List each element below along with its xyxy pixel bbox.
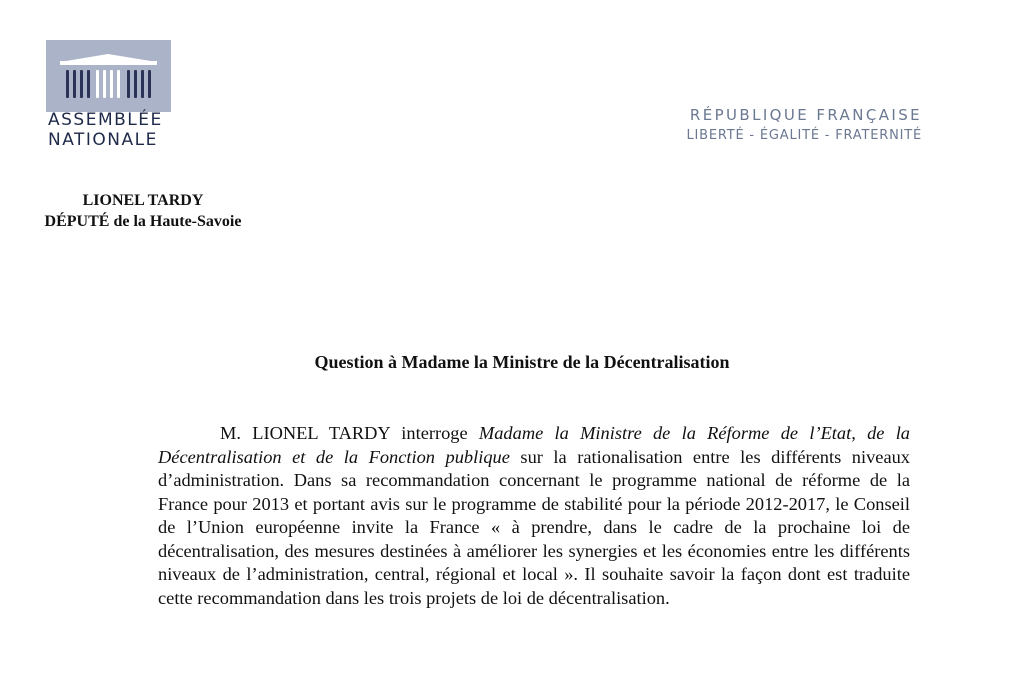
republique-title: RÉPUBLIQUE FRANÇAISE [689, 106, 922, 124]
logo-line-2: NATIONALE [48, 130, 158, 150]
logo-line-1: ASSEMBLÉE [48, 110, 163, 130]
assemblee-nationale-building-icon [46, 40, 171, 112]
republique-francaise-header [686, 104, 922, 146]
author-block [28, 190, 258, 232]
author-name: LIONEL TARDY [82, 192, 204, 209]
question-text-part1: M. LIONEL TARDY interroge [220, 423, 479, 443]
question-paragraph [158, 422, 910, 610]
question-title: Question à Madame la Ministre de la Décentralisation [314, 352, 730, 372]
logo-emblem [46, 40, 171, 112]
question-text-part2: sur la rationalisation entre les différents niveaux d’administration. Dans sa recommandation concernant le programme national de réforme de la France pour 2013 et portant avis sur le programme de stabilité pour la période 2012-2017, le Conseil de l’Union européenne invite la France « à prendre, dans le cadre de la prochaine loi de décentralisation, des mesures destinées à améliorer les synergies et les économies entre les différents niveaux de l’administration, central, régional et local ». Il souhaite savoir la façon dont est traduite cette recommandation dans les trois projets de loi de décentralisation. [158, 446, 910, 608]
question-text-minister: Madame la Ministre de la Réforme de l’Etat, de la Décentralisation et de la Fonction publique [158, 423, 910, 467]
logo-text [48, 110, 163, 150]
author-title: DÉPUTÉ de la Haute-Savoie [44, 213, 242, 230]
republique-motto: LIBERTÉ - ÉGALITÉ - FRATERNITÉ [686, 128, 922, 143]
